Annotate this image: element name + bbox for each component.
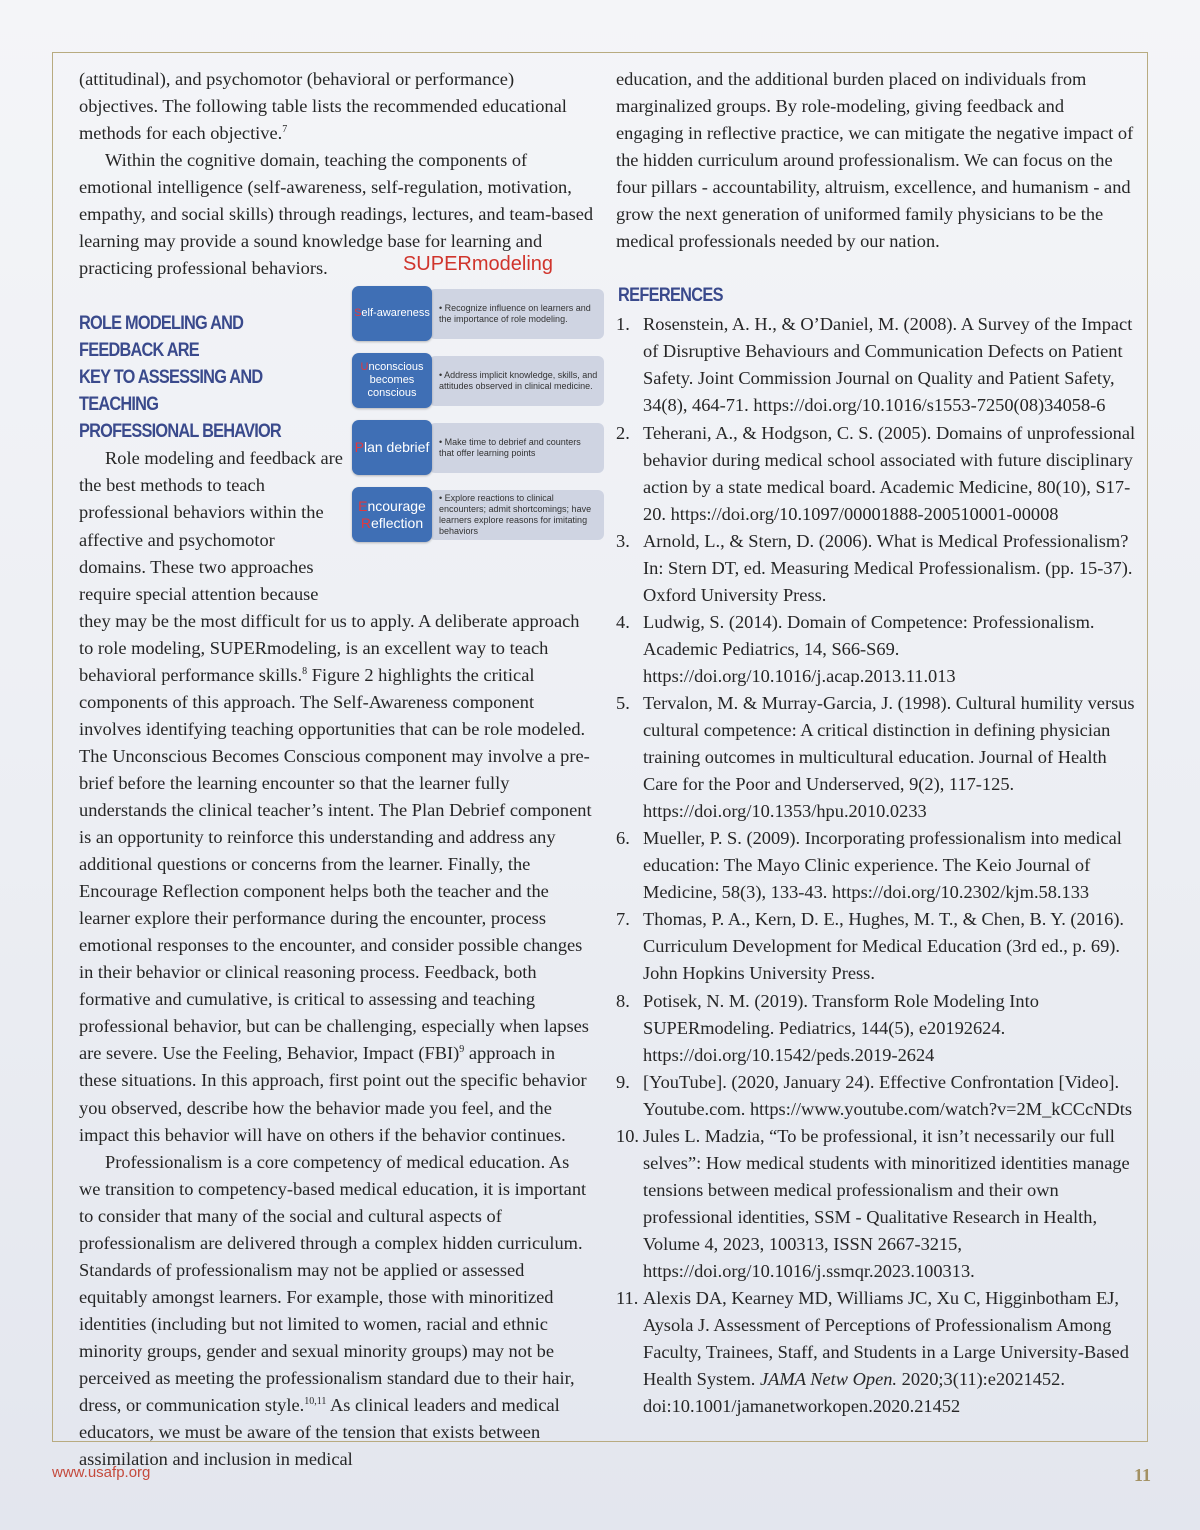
figure-title: SUPERmodeling bbox=[402, 253, 554, 276]
figure-row-encourage-reflection bbox=[352, 487, 604, 542]
right-column bbox=[616, 66, 1136, 1420]
reference-item: 4. Ludwig, S. (2014). Domain of Competence: Professionalism. Academic Pediatrics, 14, S66-S69. https://doi.org/10.1016/j.acap.2013.11.013 bbox=[616, 611, 1095, 686]
references-heading: REFERENCES bbox=[618, 285, 723, 307]
reference-item: 1. Rosenstein, A. H., & O’Daniel, M. (2008). A Survey of the Impact of Disruptive Behaviours and Communication Defects on Patient Safety. Joint Commission Journal on Quality and Patient Safety, 34(8), 464-71. https://doi.org/10.1016/s1553-7250(08)34058-6 bbox=[616, 314, 1133, 416]
paragraph-role-modeling: Role modeling and feedback are the best methods to teach professional behaviors within the affective and psychomotor domains. These two approaches require special attention because they may be the most difficult for us to apply. A deliberate approach to role modeling, SUPERmodeling, is an excellent way to teach behavioral performance skills.$^8$ Figure 2 highlights the critical components of this approach. The Self-Awareness component involves identifying teaching opportunities that can be role modeled. The Unconscious Becomes Conscious component may involve a pre-brief before the learning encounter so that the learner fully understands the clinical teacher’s intent. The Plan Debrief component is an opportunity to reinforce this understanding and address any additional questions or concerns from the learner. Finally, the Encourage Reflection component helps both the teacher and the learner explore their performance during the encounter, process emotional responses to the encounter, and consider possible changes in their behavior or clinical reasoning process. Feedback, both formative and cumulative, is critical to assessing and teaching professional behavior, but can be challenging, especially when lapses are severe. Use the Feeling, Behavior, Impact (FBI)$^9$ approach in these situations. In this approach, first point out the specific behavior you observed, describe how the behavior made you feel, and the impact this behavior will have on others if the behavior continues. bbox=[79, 448, 592, 1145]
reference-item: 3. Arnold, L., & Stern, D. (2006). What is Medical Professionalism? In: Stern DT, ed. Measuring Medical Professionalism. (pp. 15-37). Oxford University Press. bbox=[616, 530, 1133, 605]
figure-key-self-awareness: Self-awareness bbox=[352, 286, 432, 341]
reference-item: 8. Potisek, N. M. (2019). Transform Role Modeling Into SUPERmodeling. Pediatrics, 144(5), e20192624. https://doi.org/10.1542/peds.2019-2624 bbox=[616, 990, 1039, 1065]
figure-desc-self-awareness: • Recognize influence on learners and the importance of role modeling. bbox=[429, 289, 604, 339]
reference-item: 10. Jules L. Madzia, “To be professional, it isn’t necessarily our full selves”: How medical students with minoritized identities manage tensions between medical professionalism and their own professional identities, SSM - Qualitative Research in Health, Volume 4, 2023, 100313, ISSN 2667-3215, https://doi.org/10.1016/j.ssmqr.2023.100313. bbox=[616, 1125, 1130, 1281]
paragraph-objectives: (attitudinal), and psychomotor (behavioral or performance) objectives. The following table lists the recommended educational methods for each objective.$^7$ bbox=[79, 69, 567, 144]
reference-item: 2. Teherani, A., & Hodgson, C. S. (2005). Domains of unprofessional behavior during medical school associated with future disciplinary action by a state medical board. Academic Medicine, 80(10), S17-20. https://doi.org/10.1097/00001888-200510001-00008 bbox=[616, 422, 1136, 524]
figure-desc-unconscious: • Address implicit knowledge, skills, and attitudes observed in clinical medicine. bbox=[429, 356, 604, 406]
figure-key-encourage-reflection: Encourage Reflection bbox=[352, 487, 432, 542]
figure-desc-encourage-reflection: • Explore reactions to clinical encounters; admit shortcomings; have learners explore reasons for imitating behaviors bbox=[429, 490, 604, 540]
figure-key-unconscious: Unconscious becomes conscious bbox=[352, 353, 432, 408]
figure-key-plan-debrief: Plan debrief bbox=[352, 420, 432, 475]
reference-item: 7. Thomas, P. A., Kern, D. E., Hughes, M. T., & Chen, B. Y. (2016). Curriculum Development for Medical Education (3rd ed., p. 69). John Hopkins University Press. bbox=[616, 909, 1125, 984]
references-list bbox=[616, 311, 1136, 1420]
section-heading-line-3: PROFESSIONAL BEHAVIOR bbox=[79, 421, 281, 443]
paragraph-cognitive-domain: Within the cognitive domain, teaching the components of emotional intelligence (self-awareness, self-regulation, motivation, empathy, and social skills) through readings, lectures, and team-based learning may provide a sound knowledge base for learning and practicing professional behaviors. bbox=[79, 150, 594, 279]
paragraph-professionalism: Professionalism is a core competency of medical education. As we transition to competency-based medical education, it is important to consider that many of the social and cultural aspects of professionalism are delivered through a complex hidden curriculum. Standards of professionalism may not be applied or assessed equitably amongst learners. For example, those with minoritized identities (including but not limited to women, racial and ethnic minority groups, gender and sexual minority groups) may not be perceived as meeting the professionalism standard due to their hair, dress, or communication style.$^{10,11}$ As clinical leaders and medical educators, we must be aware of the tension that exists between assimilation and inclusion in medical bbox=[79, 1151, 587, 1470]
reference-item: 5. Tervalon, M. & Murray-Garcia, J. (1998). Cultural humility versus cultural competence: A critical distinction in defining physician training outcomes in multicultural education. Journal of Health Care for the Poor and Underserved, 9(2), 117-125. https://doi.org/10.1353/hpu.2010.0233 bbox=[616, 692, 1135, 822]
figure-desc-plan-debrief: • Make time to debrief and counters that offer learning points bbox=[429, 423, 604, 473]
left-column bbox=[79, 66, 598, 1473]
reference-item: 11. Alexis DA, Kearney MD, Williams JC, Xu C, Higginbotham EJ, Aysola J. Assessment of Perceptions of Professionalism Among Faculty, Trainees, Staff, and Students in a Large University-Based Health System. JAMA Netw Open. 2020;3(11):e2021452. doi:10.1001/jamanetworkopen.2020.21452 bbox=[616, 1288, 1129, 1417]
page-number: 11 bbox=[1133, 1465, 1151, 1485]
footer-website-link[interactable]: www.usafp.org bbox=[52, 1464, 151, 1481]
reference-item: 6. Mueller, P. S. (2009). Incorporating professionalism into medical education: The Mayo Clinic experience. The Keio Journal of Medicine, 58(3), 133-43. https://doi.org/10.2302/kjm.58.133 bbox=[616, 828, 1122, 903]
section-heading-line-2: KEY TO ASSESSING AND TEACHING bbox=[79, 367, 263, 416]
reference-item: 9. [YouTube]. (2020, January 24). Effective Confrontation [Video]. Youtube.com. https://www.youtube.com/watch?v=2M_kCCcNDts bbox=[616, 1071, 1133, 1119]
paragraph-conclusion: education, and the additional burden placed on individuals from marginalized groups. By role-modeling, giving feedback and engaging in reflective practice, we can mitigate the negative impact of the hidden curriculum around professionalism. We can focus on the four pillars - accountability, altruism, excellence, and humanism - and grow the next generation of uniformed family physicians to be the medical professionals needed by our nation. bbox=[616, 69, 1134, 252]
section-heading-line-1: ROLE MODELING AND FEEDBACK ARE bbox=[79, 313, 244, 362]
